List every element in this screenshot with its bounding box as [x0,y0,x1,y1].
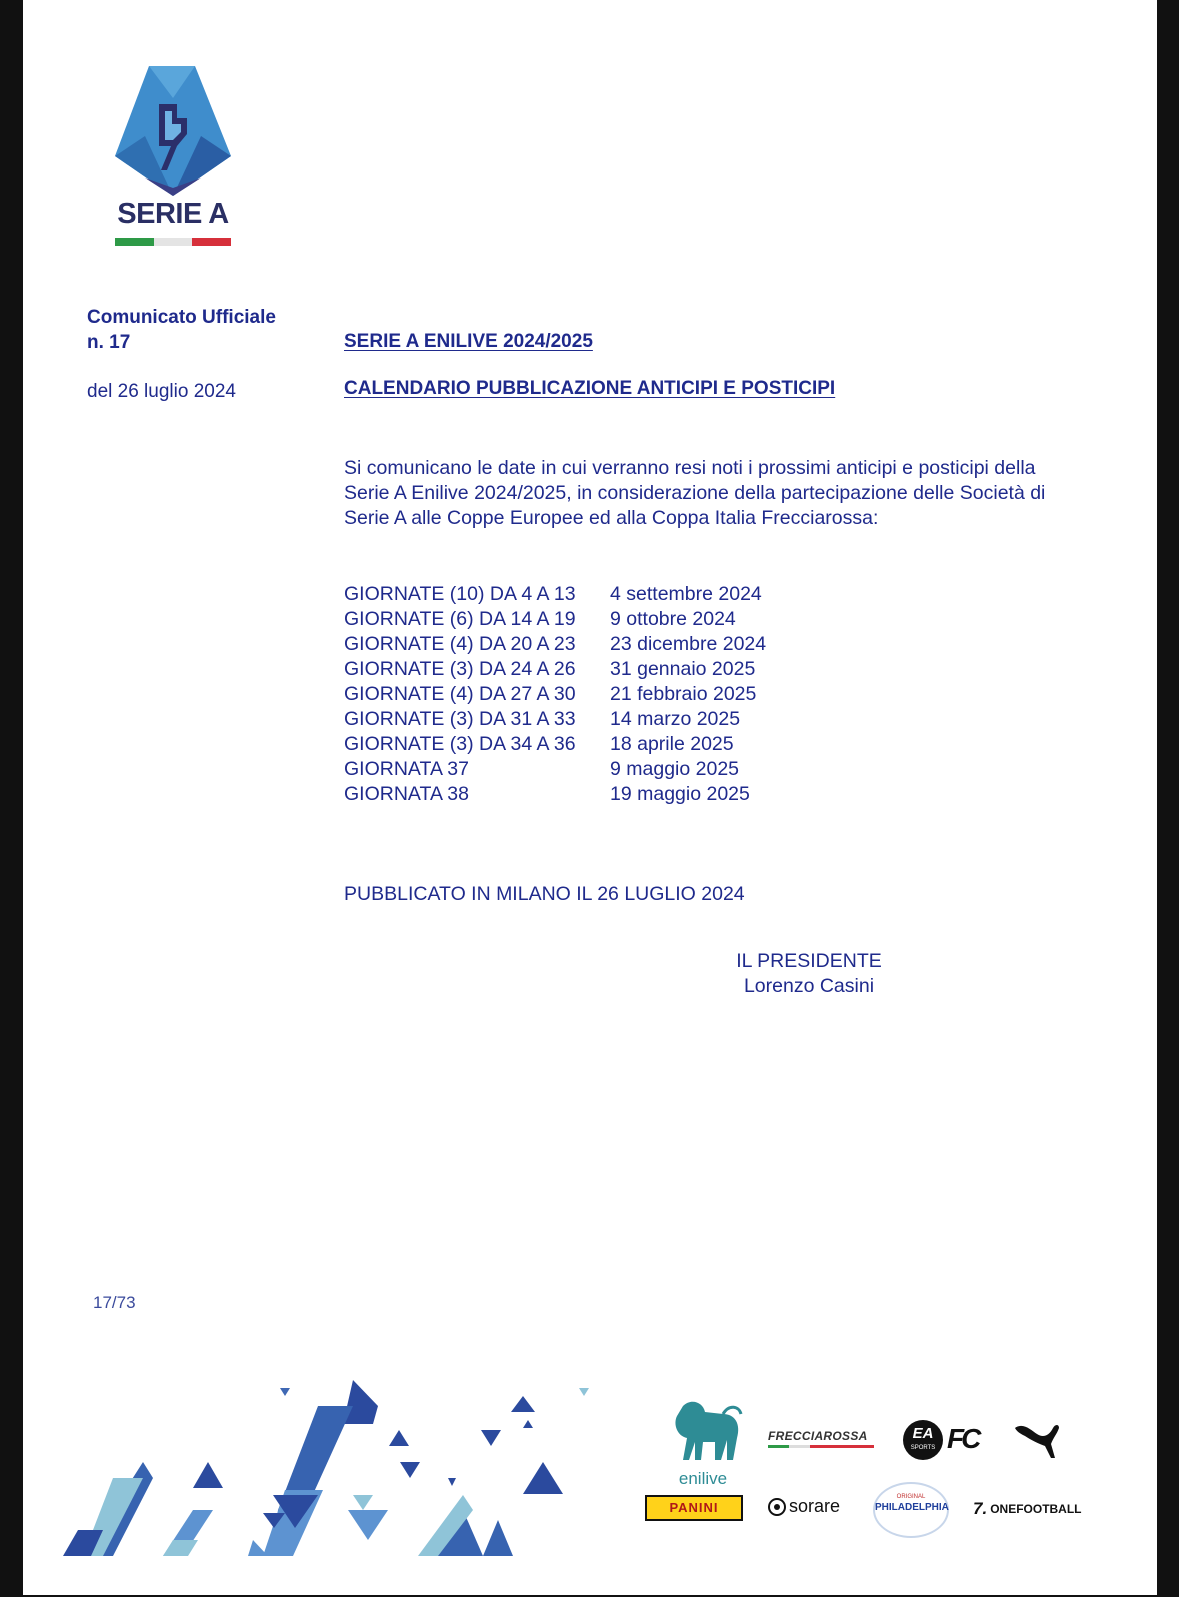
schedule-row [344,757,766,782]
schedule-date: 9 ottobre 2024 [610,608,736,630]
intro-paragraph: Si comunicano le date in cui verranno resi noti i prossimi anticipi e posticipi della Serie A Enilive 2024/2025, in considerazione della partecipazione delle Società di Serie A alle Coppe Europee ed alla Coppa Italia Frecciarossa: [344,457,1046,529]
frecciarossa-logo [768,1429,878,1453]
sorare-logo [767,1496,840,1517]
communique-date: del 26 luglio 2024 [87,381,236,402]
schedule-rounds: GIORNATE (3) DA 31 A 33 [344,708,576,730]
frecciarossa-logo-text: FRECCIAROSSA [768,1429,868,1443]
schedule-rounds: GIORNATE (3) DA 34 A 36 [344,733,576,755]
season-heading: SERIE A ENILIVE 2024/2025 [344,331,593,352]
schedule-date: 4 settembre 2024 [610,583,762,605]
schedule-date: 9 maggio 2025 [610,758,740,780]
ea-logo-text: EA [912,1425,934,1442]
signature-title: IL PRESIDENTE [736,950,882,972]
signature-block [729,949,889,999]
communique-title: Comunicato Ufficiale [87,307,276,328]
italian-flag-stripe [115,238,231,246]
schedule-date: 18 aprile 2025 [610,733,734,755]
schedule-row [344,782,766,807]
schedule-row [344,632,766,657]
fc-logo-text: FC [947,1423,979,1454]
puma-icon [1013,1420,1061,1460]
schedule-rounds: GIORNATE (6) DA 14 A 19 [344,608,576,630]
enilive-logo [663,1398,743,1488]
communique-number: n. 17 [87,332,131,353]
schedule-date: 23 dicembre 2024 [610,633,767,655]
schedule-row [344,682,766,707]
page-number: 17/73 [93,1293,136,1312]
philadelphia-logo [873,1482,949,1538]
schedule-rounds: GIORNATA 37 [344,758,469,780]
document-page [23,0,1157,1595]
sorare-logo-text: sorare [789,1496,841,1516]
schedule-rounds: GIORNATE (3) DA 24 A 26 [344,658,576,680]
philadelphia-original-text: ORIGINAL [896,1494,926,1500]
schedule-date: 19 maggio 2025 [610,783,750,805]
schedule-row [344,582,766,607]
onefootball-logo-text: ONEFOOTBALL [990,1502,1082,1516]
onefootball-logo [973,1499,1082,1519]
schedule-rounds: GIORNATE (4) DA 20 A 23 [344,633,576,655]
ea-sports-logo [903,1420,943,1460]
schedule-row [344,707,766,732]
serie-a-logo [115,66,255,256]
published-statement: PUBBLICATO IN MILANO IL 26 LUGLIO 2024 [344,883,745,905]
schedule-rounds: GIORNATA 38 [344,783,469,805]
signature-name: Lorenzo Casini [743,975,875,997]
panini-logo [645,1495,743,1521]
onefootball-icon: 7. [973,1499,988,1518]
six-legged-dog-icon [663,1398,743,1464]
serie-a-shield-icon [115,66,231,198]
decorative-triangles [23,1380,643,1595]
schedule-rounds: GIORNATE (4) DA 27 A 30 [344,683,576,705]
schedule-date: 21 febbraio 2025 [610,683,757,705]
schedule-row [344,607,766,632]
schedule-list [344,582,766,807]
schedule-date: 31 gennaio 2025 [610,658,756,680]
ea-sports-text: SPORTS [910,1445,936,1451]
enilive-logo-text: enilive [678,1469,728,1488]
schedule-row [344,732,766,757]
calendar-heading: CALENDARIO PUBBLICAZIONE ANTICIPI E POSTICIPI [344,378,836,399]
panini-logo-text: PANINI [669,1500,719,1515]
schedule-row [344,657,766,682]
sorare-circle-icon [767,1497,787,1517]
schedule-rounds: GIORNATE (10) DA 4 A 13 [344,583,576,605]
frecciarossa-stripe [768,1445,874,1448]
philadelphia-logo-text: PHILADELPHIA [875,1502,949,1513]
schedule-date: 14 marzo 2025 [610,708,741,730]
serie-a-logo-text: SERIE A [117,198,229,230]
